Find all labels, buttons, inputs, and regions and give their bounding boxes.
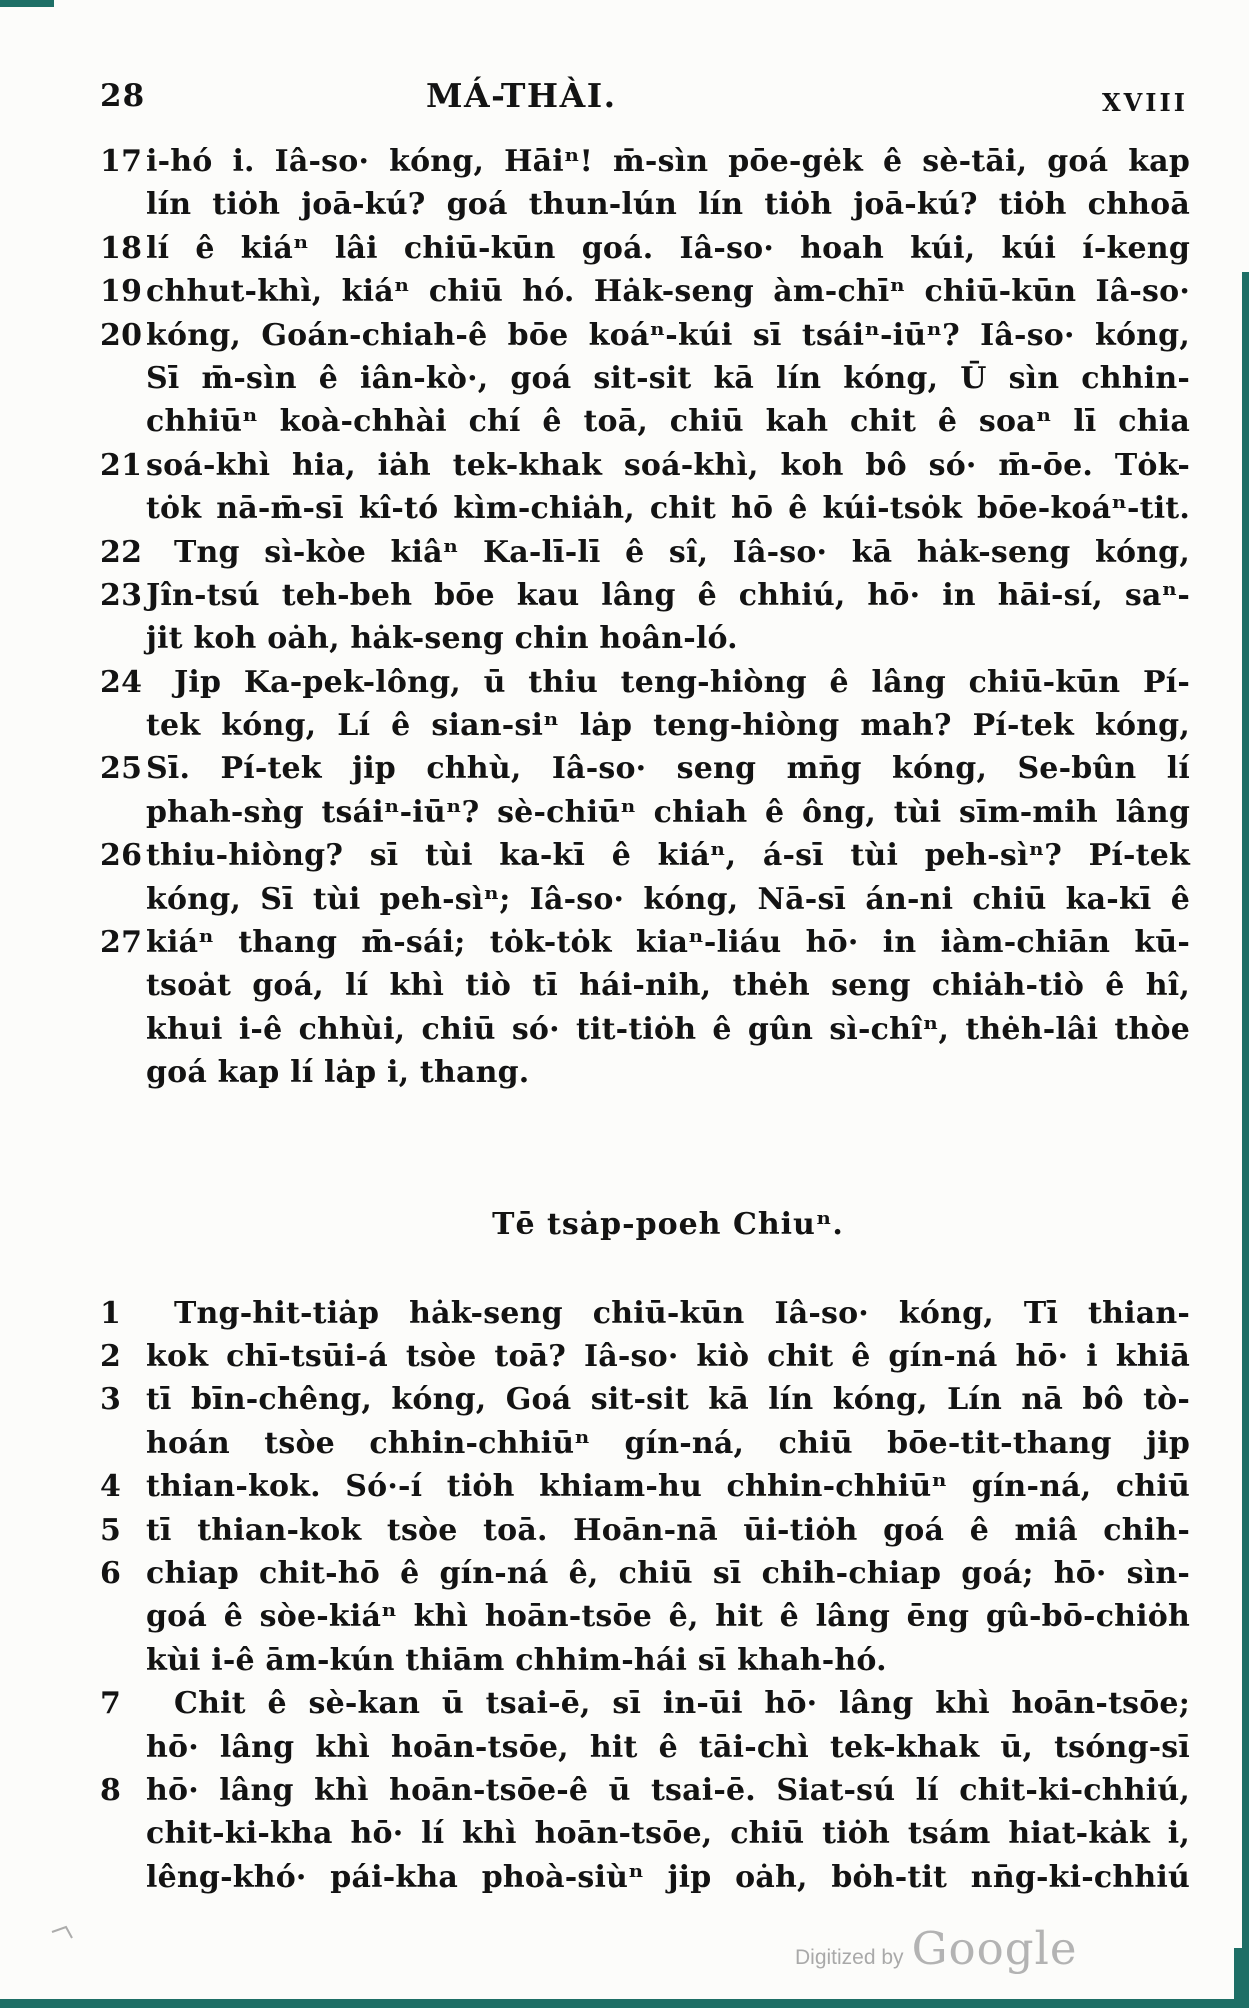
verse-text: Jîn-tsú teh-beh bōe kau lâng ê chhiú, hō· in hāi-sí, saⁿ-	[146, 577, 1190, 613]
verse-text: Jip Ka-pek-lông, ū thiu teng-hiòng ê lâng chiū-kūn Pí-	[174, 664, 1190, 700]
verse-number: 3	[100, 1382, 122, 1418]
verse-line	[100, 357, 1195, 400]
verse-number: 18	[100, 230, 143, 266]
verse-number: 20	[100, 317, 143, 353]
verse-text: hō· lâng khì hoān-tsōe, hit ê tāi-chì tek-khak ū, tsóng-sī	[146, 1729, 1190, 1765]
verse-number: 6	[100, 1555, 122, 1591]
verse-text: lêng-khó· pái-kha phoà-siùⁿ jip oȧh, bȯh-tit nn̄g-ki-chhiú	[146, 1859, 1190, 1895]
chapter-roman-numeral: XVIII	[1102, 88, 1188, 117]
verse-text: tȯk nā-m̄-sī kî-tó kìm-chiȧh, chit hō ê kúi-tsȯk bōe-koáⁿ-tit.	[146, 491, 1190, 527]
verse-number: 23	[100, 577, 143, 613]
verse-number: 19	[100, 274, 143, 310]
verse-text: i-hó i. Iâ-so· kóng, Hāiⁿ! m̄-sìn pōe-gėk ê sè-tāi, goá kap	[146, 144, 1190, 179]
verse-text: chit-ki-kha hō· lí khì hoān-tsōe, chiū tiȯh tsám hiat-kȧk i,	[146, 1816, 1190, 1852]
page-edge-bottom	[0, 1999, 1249, 2008]
verse-line	[100, 617, 1195, 660]
verse-line	[100, 1335, 1195, 1378]
verse-number: 25	[100, 751, 143, 787]
verse-line	[100, 791, 1195, 834]
verse-line	[100, 1726, 1195, 1769]
verse-line	[100, 444, 1195, 487]
page-number: 28	[100, 78, 146, 114]
verse-text: tek kóng, Lí ê sian-siⁿ lȧp teng-hiòng mah? Pí-tek kóng,	[146, 708, 1190, 744]
verse-text: goá kap lí lȧp i, thang.	[146, 1055, 530, 1091]
verse-line	[100, 964, 1195, 1007]
verse-number: 27	[100, 925, 143, 961]
verse-text: khui i-ê chhùi, chiū só· tit-tiȯh ê gûn sì-chîⁿ, thėh-lâi thòe	[146, 1011, 1190, 1047]
verse-line	[100, 1292, 1195, 1335]
verse-number: 7	[100, 1686, 122, 1722]
verse-line	[100, 1378, 1195, 1421]
verse-line	[100, 487, 1195, 530]
verse-line	[100, 834, 1195, 877]
verse-line	[100, 1051, 1195, 1094]
watermark	[795, 1922, 1078, 1975]
verse-text: hoán tsòe chhin-chhiūⁿ gín-ná, chiū bōe-tit-thang jip	[146, 1425, 1190, 1461]
verse-text: kóng, Goán-chiah-ê bōe koáⁿ-kúi sī tsáiⁿ-iūⁿ? Iâ-so· kóng,	[146, 317, 1190, 353]
verse-text: Sī. Pí-tek jip chhù, Iâ-so· seng mn̄g kóng, Se-bûn lí	[146, 751, 1190, 787]
section-heading: Tē tsȧp-poeh Chiuⁿ.	[492, 1206, 844, 1242]
verse-line	[100, 531, 1195, 574]
verse-text: lí ê kiáⁿ lâi chiū-kūn goá. Iâ-so· hoah kúi, kúi í-keng	[146, 230, 1190, 266]
verse-number: 26	[100, 838, 143, 874]
verse-line	[100, 1422, 1195, 1465]
verse-line	[100, 1639, 1195, 1682]
verse-number: 22	[100, 534, 143, 570]
verse-line	[100, 1465, 1195, 1508]
google-logo: Google	[911, 1922, 1078, 1975]
verse-line	[100, 878, 1195, 921]
verse-number: 2	[100, 1338, 122, 1374]
verse-number: 8	[100, 1772, 122, 1808]
verse-text: Tng sì-kòe kiâⁿ Ka-lī-lī ê sî, Iâ-so· kā hȧk-seng kóng,	[174, 534, 1190, 570]
verse-line	[100, 1595, 1195, 1638]
pencil-mark	[50, 1922, 84, 1946]
verse-text: hō· lâng khì hoān-tsōe-ê ū tsai-ē. Siat-sú lí chit-ki-chhiú,	[146, 1772, 1190, 1808]
verse-text: tsoȧt goá, lí khì tiò tī hái-nih, thėh seng chiȧh-tiò ê hî,	[146, 968, 1190, 1004]
verse-text: chhut-khì, kiáⁿ chiū hó. Hȧk-seng àm-chīⁿ chiū-kūn Iâ-so·	[146, 274, 1190, 310]
verse-line	[100, 1552, 1195, 1595]
verse-line	[100, 270, 1195, 313]
verse-line	[100, 574, 1195, 617]
verse-number: 24	[100, 664, 143, 700]
verse-line	[100, 1856, 1195, 1899]
verse-text: kok chī-tsūi-á tsòe toā? Iâ-so· kiò chit ê gín-ná hō· i khiā	[146, 1338, 1190, 1374]
verse-number: 1	[100, 1295, 122, 1331]
verse-text: kiáⁿ thang m̄-sái; tȯk-tȯk kiaⁿ-liáu hō· in iàm-chiān kū-	[146, 925, 1190, 961]
verse-text: goá ê sòe-kiáⁿ khì hoān-tsōe ê, hit ê lâng ēng gû-bō-chiȯh	[146, 1599, 1190, 1635]
verse-text: kùi i-ê ām-kún thiām chhim-hái sī khah-hó.	[146, 1642, 887, 1678]
verse-text: lín tiȯh joā-kú? goá thun-lún lín tiȯh joā-kú? tiȯh chhoā	[146, 187, 1190, 223]
verse-number: 5	[100, 1512, 122, 1548]
verse-line	[100, 227, 1195, 270]
verse-text: chiap chit-hō ê gín-ná ê, chiū sī chih-chiap goá; hō· sìn-	[146, 1555, 1190, 1591]
verse-line	[100, 1509, 1195, 1552]
verse-line	[100, 1682, 1195, 1725]
verse-text: jit koh oȧh, hȧk-seng chin hoân-ló.	[146, 621, 738, 657]
verse-text: Tng-hit-tiȧp hȧk-seng chiū-kūn Iâ-so· kóng, Tī thian-	[174, 1295, 1190, 1331]
verse-text: tī bīn-chêng, kóng, Goá sit-sit kā lín kóng, Lín nā bô tò-	[146, 1382, 1190, 1418]
verse-line	[100, 314, 1195, 357]
verse-line	[100, 704, 1195, 747]
verse-number: 4	[100, 1469, 122, 1505]
verse-line	[100, 747, 1195, 790]
verse-text: Chit ê sè-kan ū tsai-ē, sī in-ūi hō· lâng khì hoān-tsōe;	[174, 1686, 1190, 1722]
verse-text: phah-sǹg tsáiⁿ-iūⁿ? sè-chiūⁿ chiah ê ông, tùi sīm-mih lâng	[146, 794, 1190, 830]
running-title: MÁ-THÀI.	[426, 76, 617, 115]
page-edge-bottom-right-corner	[1234, 1948, 1249, 2008]
verse-text: thian-kok. Só·-í tiȯh khiam-hu chhin-chhiūⁿ gín-ná, chiū	[146, 1469, 1190, 1505]
page-edge-right	[1242, 272, 1249, 2008]
watermark-prefix: Digitized by	[795, 1946, 904, 1969]
verse-line	[100, 1812, 1195, 1855]
scripture-text-block	[100, 140, 1195, 1899]
verse-number: 21	[100, 447, 143, 483]
verse-line	[100, 183, 1195, 226]
verse-number: 17	[100, 144, 143, 179]
verse-text: kóng, Sī tùi peh-sìⁿ; Iâ-so· kóng, Nā-sī án-ni chiū ka-kī ê	[146, 881, 1190, 917]
verse-text: soá-khì hia, iȧh tek-khak soá-khì, koh bô só· m̄-ōe. Tȯk-	[146, 447, 1190, 483]
verse-line	[100, 400, 1195, 443]
verse-text: chhiūⁿ koà-chhài chí ê toā, chiū kah chit ê soaⁿ lī chia	[146, 404, 1190, 440]
verse-line	[100, 1008, 1195, 1051]
verse-text: thiu-hiòng? sī tùi ka-kī ê kiáⁿ, á-sī tùi peh-sìⁿ? Pí-tek	[146, 838, 1190, 874]
verse-text: Sī m̄-sìn ê iân-kò·, goá sit-sit kā lín kóng, Ū sìn chhin-	[146, 360, 1190, 396]
verse-text: tī thian-kok tsòe toā. Hoān-nā ūi-tiȯh goá ê miâ chih-	[146, 1512, 1190, 1548]
verse-line	[100, 140, 1195, 183]
page-edge-top-left	[0, 0, 54, 7]
verse-line	[100, 921, 1195, 964]
verse-line	[100, 1769, 1195, 1812]
verse-line	[100, 661, 1195, 704]
